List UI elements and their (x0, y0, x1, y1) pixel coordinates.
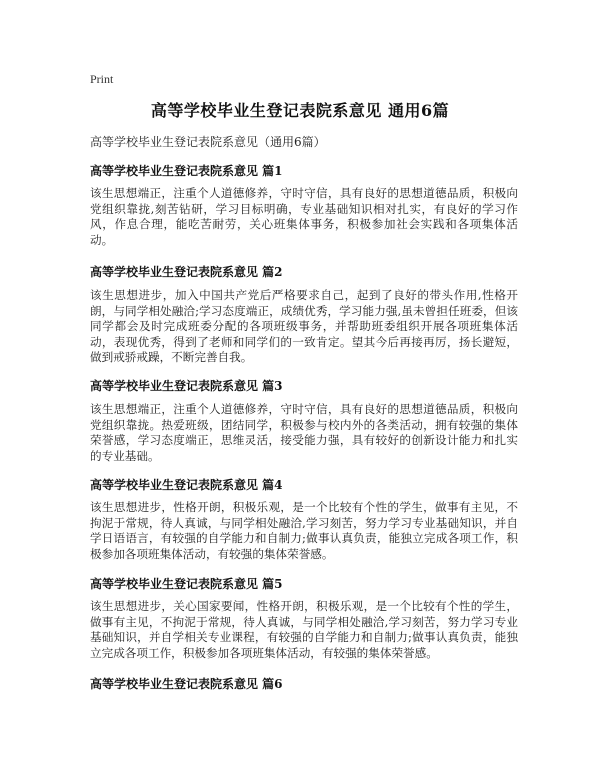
section-body-1: 该生思想端正，注重个人道德修养，守时守信，具有良好的思想道德品质，积极向党组织靠拢,刻苦钻研，学习目标明确，专业基础知识相对扎实，有良好的学习作风，作息合理，能吃苦耐劳，关心班集体事务，积极参加社会实践和各项集体活动。 (90, 186, 518, 247)
section-heading-2: 高等学校毕业生登记表院系意见 篇2 (90, 265, 283, 279)
print-label: Print (90, 72, 114, 86)
section-body-5: 该生思想进步，关心国家要闻，性格开朗，积极乐观，是一个比较有个性的学生，做事有主见，不拘泥于常规，待人真诚，与同学相处融洽,学习刻苦，努力学习专业基础知识，并自学相关专业课程，有较强的自学能力和自制力;做事认真负责，能独立完成各项工作，积极参加各项班集体活动，有较强的集体荣誉感。 (90, 599, 518, 660)
section-body-3: 该生思想端正，注重个人道德修养，守时守信，具有良好的思想道德品质，积极向党组织靠拢。热爱班级，团结同学，积极参与校内外的各类活动，拥有较强的集体荣誉感，学习态度端正，思维灵活，接受能力强，具有较好的创新设计能力和扎实的专业基础。 (90, 402, 518, 463)
section-heading-4: 高等学校毕业生登记表院系意见 篇4 (90, 478, 283, 492)
section-body-4: 该生思想进步，性格开朗，积极乐观，是一个比较有个性的学生，做事有主见，不拘泥于常规，待人真诚，与同学相处融洽,学习刻苦，努力学习专业基础知识，并自学日语语言，有较强的自学能力和自制力;做事认真负责，能独立完成各项工作，积极参加各项班集体活动，有较强的集体荣誉感。 (90, 500, 518, 561)
section-heading-5: 高等学校毕业生登记表院系意见 篇5 (90, 577, 283, 591)
page-title: 高等学校毕业生登记表院系意见 通用6篇 (150, 101, 450, 120)
section-heading-3: 高等学校毕业生登记表院系意见 篇3 (90, 379, 283, 393)
document-subtitle: 高等学校毕业生登记表院系意见（通用6篇） (90, 135, 326, 149)
section-body-2: 该生思想进步，加入中国共产党后严格要求自己，起到了良好的带头作用,性格开朗，与同学相处融洽;学习态度端正，成绩优秀，学习能力强,虽未曾担任班委，但该同学都会及时完成班委分配的各项班级事务，并帮助班委组织开展各项班集体活动，表现优秀，得到了老师和同学们的一致肯定。望其今后再接再厉，扬长避短，做到戒骄戒躁，不断完善自我。 (90, 288, 518, 364)
section-heading-1: 高等学校毕业生登记表院系意见 篇1 (90, 164, 283, 178)
section-heading-6: 高等学校毕业生登记表院系意见 篇6 (90, 677, 283, 691)
